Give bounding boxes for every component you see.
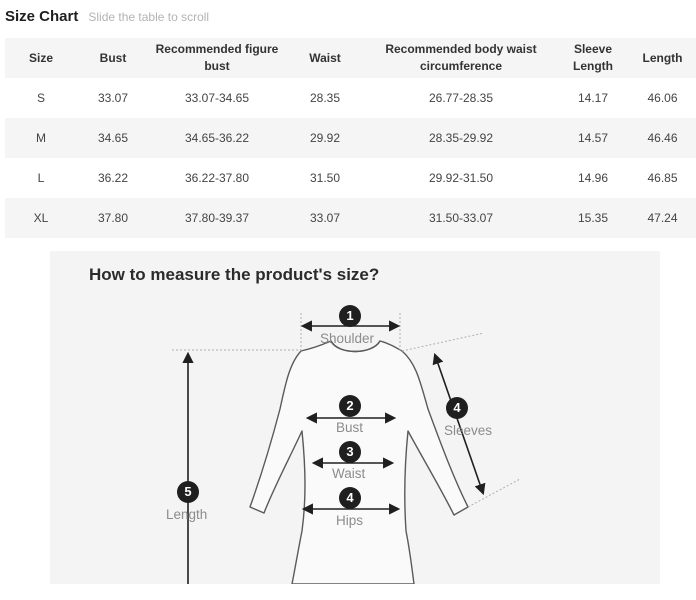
table-row (5, 158, 696, 198)
cell-body-waist: 26.77-28.35 (365, 78, 557, 118)
cell-body-waist: 31.50-33.07 (365, 198, 557, 238)
cell-length: 46.46 (629, 118, 696, 158)
cell-waist: 29.92 (285, 118, 365, 158)
length-number-badge: 5 (177, 481, 199, 503)
cell-size: XL (5, 198, 77, 238)
cell-waist: 33.07 (285, 198, 365, 238)
table-header-row (5, 38, 696, 78)
shoulder-number-badge: 1 (339, 305, 361, 327)
table-row (5, 78, 696, 118)
table-row (5, 118, 696, 158)
cell-figure-bust: 37.80-39.37 (149, 198, 285, 238)
column-header-length: Length (629, 38, 696, 78)
column-header-size: Size (5, 38, 77, 78)
cell-body-waist: 28.35-29.92 (365, 118, 557, 158)
cell-sleeve-length: 14.17 (557, 78, 629, 118)
measurement-guide (50, 251, 660, 584)
bust-label: Bust (336, 420, 364, 435)
cell-bust: 34.65 (77, 118, 149, 158)
column-header-sleeve-length: Sleeve Length (557, 38, 629, 78)
cell-figure-bust: 33.07-34.65 (149, 78, 285, 118)
cell-length: 47.24 (629, 198, 696, 238)
size-chart-title: Size Chart (5, 8, 79, 25)
hips-number-badge: 4 (339, 487, 361, 509)
cell-length: 46.85 (629, 158, 696, 198)
measurement-guide-title: How to measure the product's size? (89, 265, 380, 284)
size-table (5, 38, 696, 238)
cell-bust: 37.80 (77, 198, 149, 238)
cell-length: 46.06 (629, 78, 696, 118)
column-header-recommended-figure-bust: Recommended figure bust (149, 38, 285, 78)
shoulder-label: Shoulder (320, 331, 375, 346)
cell-sleeve-length: 14.96 (557, 158, 629, 198)
column-header-waist: Waist (285, 38, 365, 78)
length-label: Length (166, 507, 208, 522)
cell-sleeve-length: 14.57 (557, 118, 629, 158)
sleeves-label: Sleeves (444, 423, 493, 438)
cell-figure-bust: 34.65-36.22 (149, 118, 285, 158)
waist-label: Waist (332, 466, 366, 481)
cell-waist: 31.50 (285, 158, 365, 198)
cell-size: M (5, 118, 77, 158)
column-header-recommended-body-waist: Recommended body waist circumference (365, 38, 557, 78)
sleeves-number-badge: 4 (446, 397, 468, 419)
cell-bust: 36.22 (77, 158, 149, 198)
garment-illustration (50, 251, 660, 584)
bust-number-badge: 2 (339, 395, 361, 417)
hips-label: Hips (336, 513, 364, 528)
size-chart-header (5, 8, 209, 32)
size-table-scroller[interactable] (5, 38, 696, 238)
cell-size: L (5, 158, 77, 198)
column-header-bust: Bust (77, 38, 149, 78)
cell-bust: 33.07 (77, 78, 149, 118)
cell-sleeve-length: 15.35 (557, 198, 629, 238)
cell-waist: 28.35 (285, 78, 365, 118)
cell-body-waist: 29.92-31.50 (365, 158, 557, 198)
table-row (5, 198, 696, 238)
cell-size: S (5, 78, 77, 118)
cell-figure-bust: 36.22-37.80 (149, 158, 285, 198)
waist-number-badge: 3 (339, 441, 361, 463)
scroll-hint: Slide the table to scroll (88, 10, 210, 24)
